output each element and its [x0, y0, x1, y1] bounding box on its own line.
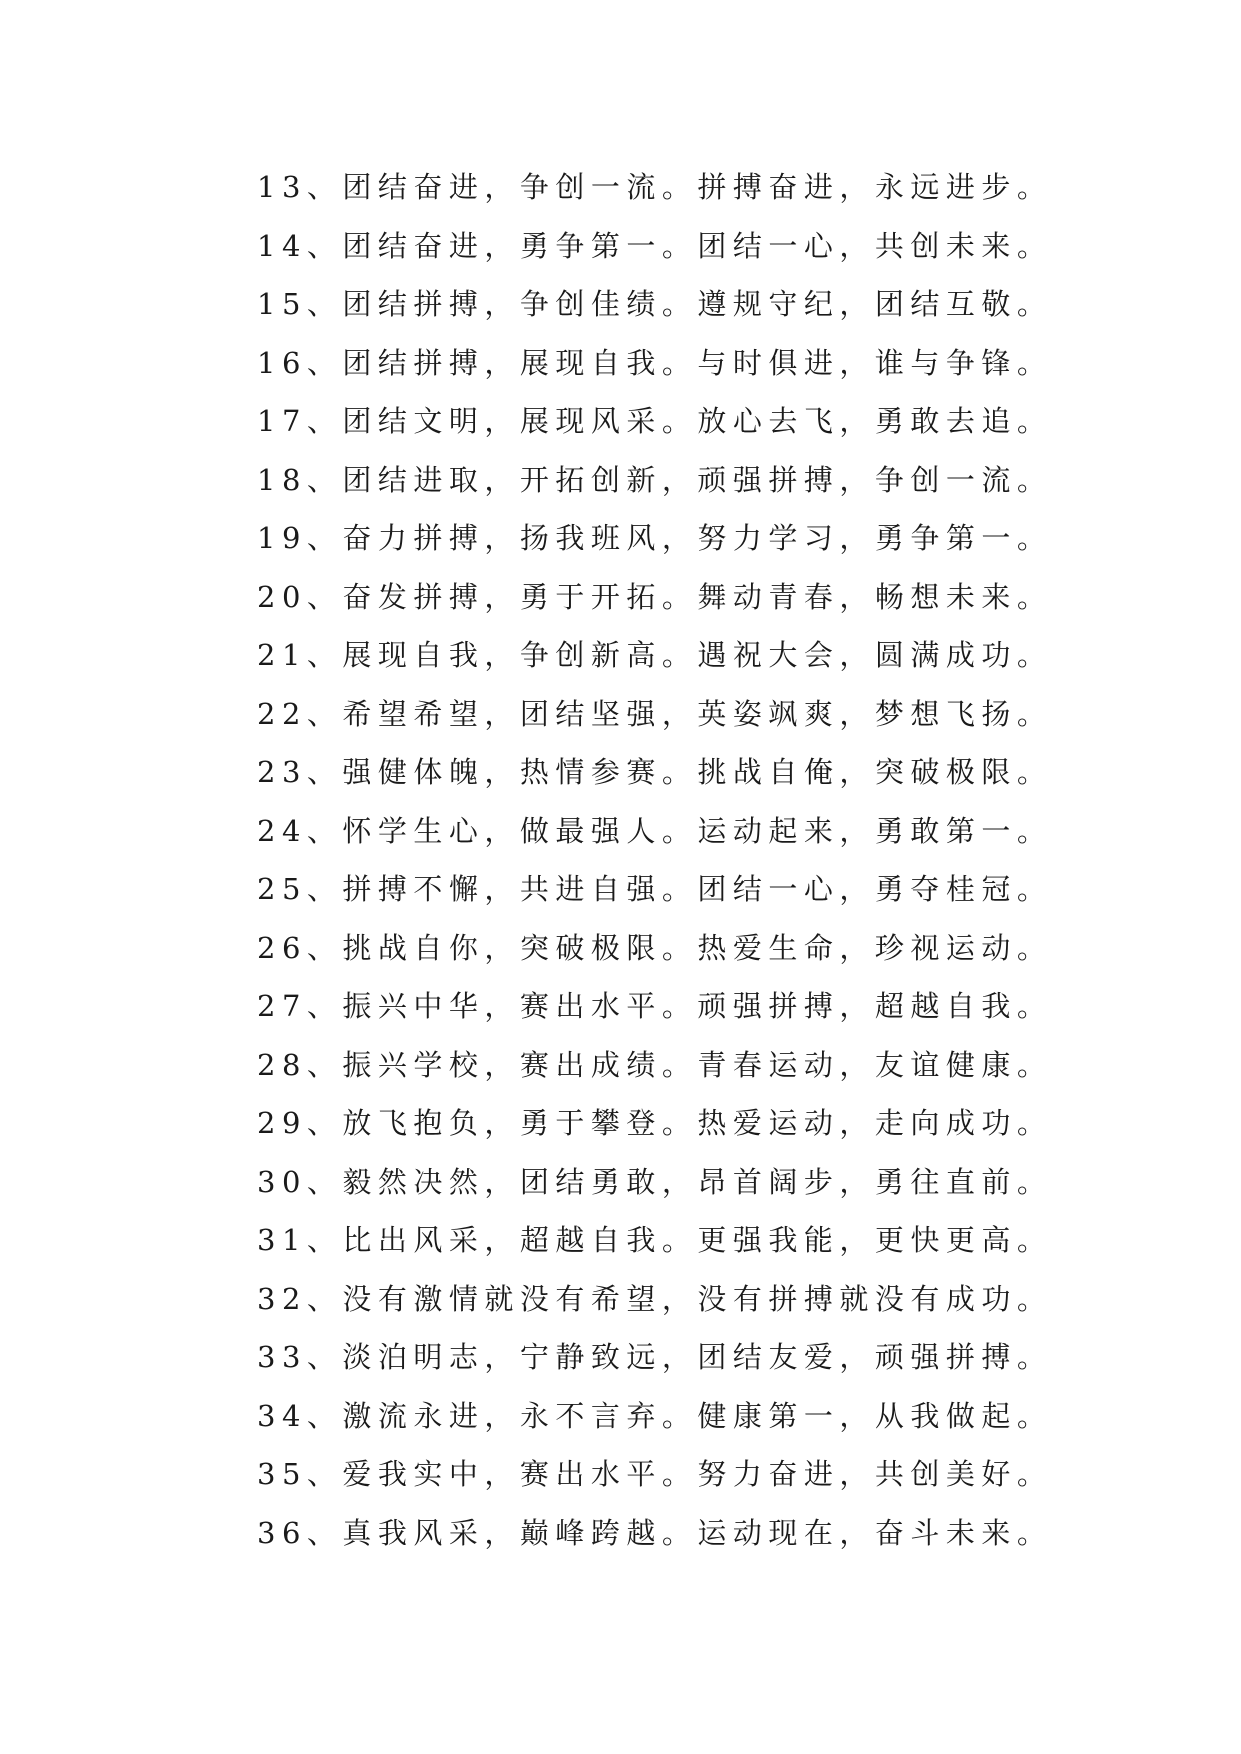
slogan-line: 22、希望希望，团结坚强，英姿飒爽，梦想飞扬。 — [257, 696, 1053, 731]
slogan-line: 18、团结进取，开拓创新，顽强拼搏，争创一流。 — [257, 462, 1053, 497]
slogan-line: 31、比出风采，超越自我。更强我能，更快更高。 — [257, 1223, 1053, 1257]
slogan-line: 20、奋发拼搏，勇于开拓。舞动青春，畅想未来。 — [257, 579, 1053, 614]
slogan-line: 21、展现自我，争创新高。遇祝大会，圆满成功。 — [257, 638, 1053, 672]
slogan-line: 23、强健体魄，热情参赛。挑战自俺，突破极限。 — [257, 755, 1053, 789]
slogan-line: 17、团结文明，展现风采。放心去飞，勇敢去追。 — [257, 404, 1053, 438]
slogan-line: 32、没有激情就没有希望，没有拼搏就没有成功。 — [257, 1281, 1053, 1316]
slogan-line: 28、振兴学校，赛出成绩。青春运动，友谊健康。 — [257, 1047, 1053, 1082]
slogan-line: 27、振兴中华，赛出水平。顽强拼搏，超越自我。 — [257, 989, 1053, 1023]
slogan-line: 25、拼搏不懈，共进自强。团结一心，勇夺桂冠。 — [257, 872, 1053, 906]
slogan-line: 30、毅然决然，团结勇敢，昂首阔步，勇往直前。 — [257, 1164, 1053, 1199]
slogan-line: 26、挑战自你，突破极限。热爱生命，珍视运动。 — [257, 930, 1053, 965]
slogan-line: 33、淡泊明志，宁静致远，团结友爱，顽强拼搏。 — [257, 1340, 1053, 1374]
slogan-line: 29、放飞抱负，勇于攀登。热爱运动，走向成功。 — [257, 1106, 1053, 1140]
slogan-list — [257, 158, 1052, 1562]
slogan-line: 34、激流永进，永不言弃。健康第一，从我做起。 — [257, 1398, 1053, 1433]
slogan-line: 15、团结拼搏，争创佳绩。遵规守纪，团结互敬。 — [257, 287, 1053, 321]
slogan-line: 13、团结奋进，争创一流。拼搏奋进，永远进步。 — [257, 170, 1053, 204]
slogan-line: 36、真我风采，巅峰跨越。运动现在，奋斗未来。 — [257, 1515, 1053, 1550]
slogan-line: 35、爱我实中，赛出水平。努力奋进，共创美好。 — [257, 1457, 1053, 1491]
slogan-line: 16、团结拼搏，展现自我。与时俱进，谁与争锋。 — [257, 345, 1053, 380]
slogan-line: 24、怀学生心，做最强人。运动起来，勇敢第一。 — [257, 813, 1053, 848]
slogan-line: 14、团结奋进，勇争第一。团结一心，共创未来。 — [257, 228, 1053, 263]
slogan-line: 19、奋力拼搏，扬我班风，努力学习，勇争第一。 — [257, 521, 1053, 555]
